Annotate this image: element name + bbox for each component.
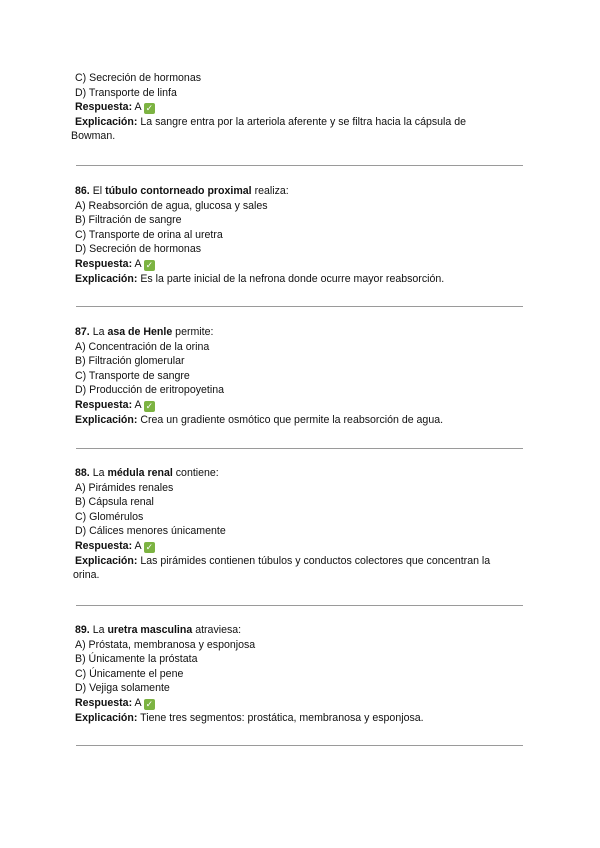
answer-label: Respuesta: (75, 539, 133, 552)
question-86 (0, 184, 600, 286)
question-stem (0, 466, 600, 481)
explanation-text: Las pirámides contienen túbulos y conductos colectores que concentran la (140, 554, 491, 567)
explanation-text: Es la parte inicial de la nefrona donde ocurre mayor reabsorción. (140, 272, 445, 285)
check-mark-icon: ✓ (145, 259, 154, 270)
explanation-text: Tiene tres segmentos: prostática, membranosa y esponjosa. (140, 711, 424, 724)
check-mark-icon: ✓ (145, 698, 154, 709)
stem-post: realiza: (254, 185, 289, 197)
option-d: D) Transporte de linfa (75, 86, 177, 99)
question-number: 87. (75, 326, 90, 338)
answer-value: A (134, 696, 141, 709)
check-mark-icon: ✓ (145, 541, 154, 552)
option-c: C) Glomérulos (75, 510, 144, 523)
option-b: B) Filtración de sangre (75, 214, 182, 227)
explanation-label: Explicación: (75, 115, 138, 128)
answer-line (0, 257, 600, 272)
separator (76, 306, 523, 307)
option-c: C) Transporte de sangre (75, 369, 190, 382)
option-a: A) Reabsorción de agua, glucosa y sales (75, 199, 268, 212)
explanation-text: La sangre entra por la arteriola aferente y se filtra hacia la cápsula de (140, 115, 467, 128)
option-c: C) Transporte de orina al uretra (75, 228, 223, 241)
question-stem (0, 623, 600, 638)
stem-term: asa de Henle (107, 326, 173, 338)
question-87 (0, 325, 600, 427)
stem-post: atraviesa: (195, 624, 242, 636)
answer-line (0, 398, 600, 413)
check-mark-icon: ✓ (145, 400, 154, 411)
question-88 (0, 466, 600, 583)
separator (76, 165, 523, 166)
question-85-tail (0, 71, 600, 144)
stem-pre: La (92, 624, 105, 636)
option-b: B) Únicamente la próstata (75, 653, 198, 666)
answer-value: A (134, 101, 141, 114)
option-d: D) Producción de eritropoyetina (75, 384, 224, 397)
explanation-label: Explicación: (75, 272, 138, 285)
answer-line (0, 696, 600, 711)
stem-term: túbulo contorneado proximal (105, 185, 252, 197)
option-a: A) Próstata, membranosa y esponjosa (75, 638, 256, 651)
option-c: C) Únicamente el pene (75, 667, 184, 680)
option-d: D) Secreción de hormonas (75, 243, 202, 256)
question-number: 88. (75, 467, 90, 479)
question-stem (0, 325, 600, 340)
question-stem (0, 184, 600, 199)
question-number: 89. (75, 624, 90, 636)
stem-term: médula renal (107, 467, 173, 479)
separator (76, 605, 523, 606)
explanation-text: Crea un gradiente osmótico que permite la reabsorción de agua. (140, 413, 444, 426)
answer-label: Respuesta: (75, 696, 133, 709)
answer-label: Respuesta: (75, 101, 133, 114)
option-d: D) Vejiga solamente (75, 682, 170, 695)
stem-pre: El (92, 185, 103, 197)
check-mark-icon: ✓ (145, 103, 154, 114)
explanation-continuation: orina. (73, 569, 100, 582)
stem-pre: La (92, 326, 105, 338)
question-89 (0, 623, 600, 725)
stem-pre: La (92, 467, 105, 479)
answer-label: Respuesta: (75, 257, 133, 270)
stem-term: uretra masculina (107, 624, 193, 636)
option-a: A) Concentración de la orina (75, 340, 210, 353)
answer-label: Respuesta: (75, 398, 133, 411)
answer-value: A (134, 257, 141, 270)
answer-value: A (134, 539, 141, 552)
question-number: 86. (75, 185, 90, 197)
option-d: D) Cálices menores únicamente (75, 525, 226, 538)
answer-value: A (134, 398, 141, 411)
separator (76, 745, 523, 746)
answer-line (0, 100, 600, 115)
stem-post: permite: (175, 326, 214, 338)
explanation-line (0, 413, 600, 428)
stem-post: contiene: (175, 467, 219, 479)
explanation-line (0, 115, 600, 130)
explanation-label: Explicación: (75, 711, 138, 724)
separator (76, 448, 523, 449)
option-b: B) Filtración glomerular (75, 355, 185, 368)
option-a: A) Pirámides renales (75, 481, 174, 494)
option-c: C) Secreción de hormonas (75, 72, 202, 84)
option-b: B) Cápsula renal (75, 496, 154, 509)
answer-line (0, 539, 600, 554)
explanation-label: Explicación: (75, 554, 138, 567)
explanation-line (0, 554, 600, 569)
explanation-continuation: Bowman. (71, 130, 116, 143)
explanation-line (0, 711, 600, 726)
explanation-line (0, 272, 600, 287)
explanation-label: Explicación: (75, 413, 138, 426)
